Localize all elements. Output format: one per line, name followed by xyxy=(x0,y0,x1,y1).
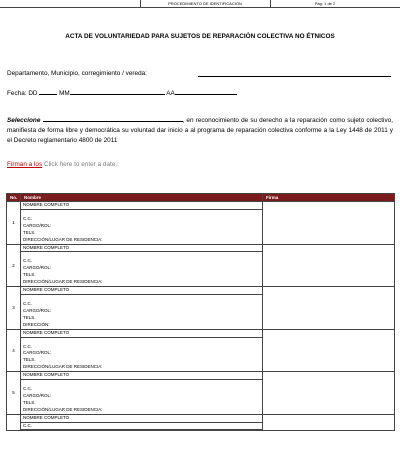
row-number xyxy=(7,414,21,431)
header-procedure: PROCEDIMIENTO DE IDENTIFICACIÓN xyxy=(140,0,271,7)
member-field-label: CARGO/ROL: xyxy=(23,265,52,271)
declaration-paragraph xyxy=(7,115,393,145)
member-field-label: DIRECCIÓN: xyxy=(23,321,50,327)
signature-cell[interactable] xyxy=(263,202,395,245)
header-signature: Firma xyxy=(263,194,395,202)
member-field-label: TELS. xyxy=(23,229,36,235)
member-field-label: TELS. xyxy=(23,399,36,405)
signature-cell[interactable] xyxy=(263,287,395,330)
table-row xyxy=(7,414,395,431)
location-line xyxy=(7,70,147,77)
member-field-label: NOMBRE COMPLETO xyxy=(21,287,262,295)
member-field-label: NOMBRE COMPLETO xyxy=(21,202,262,210)
date-aa-label: AA xyxy=(166,90,175,97)
location-field[interactable] xyxy=(198,70,391,77)
document-header xyxy=(0,0,400,8)
member-info-cell[interactable] xyxy=(21,329,263,372)
member-info-cell[interactable] xyxy=(21,287,263,330)
member-field-label: NOMBRE COMPLETO xyxy=(21,330,262,338)
member-field-label: C.C. xyxy=(23,300,32,306)
collective-subject-field[interactable] xyxy=(43,115,183,122)
table-row xyxy=(7,329,395,372)
member-field-label: CARGO/ROL: xyxy=(23,307,52,313)
member-field-label: DIRECCIÓN/LUGAR DE RESIDENCIA: xyxy=(23,236,103,242)
member-field-label: DIRECCIÓN/LUGAR DE RESIDENCIA: xyxy=(23,279,103,285)
row-number: 4 xyxy=(7,329,21,372)
member-field-label: C.C. xyxy=(23,343,32,349)
member-field-label: NOMBRE COMPLETO xyxy=(21,372,262,380)
header-page-number: Pág: 1 de 2 xyxy=(314,1,336,6)
declaration-text: , en reconocimiento de su derecho a la reparación como sujeto colectivo, manifiesta de forma libre y democrática su voluntad dar inicio a al programa de reparación colectiva conforme a la Ley 1448 de 2011 y el Decreto reglamentario 4800 de 2011 xyxy=(7,117,394,144)
member-field-label: C.C. xyxy=(21,423,262,431)
document-title: ACTA DE VOLUNTARIEDAD PARA SUJETOS DE REPARACIÓN COLECTIVA NO ÉTNICOS xyxy=(65,33,335,40)
member-field-label: CARGO/ROL: xyxy=(23,222,52,228)
sign-label: Firman a los xyxy=(7,161,43,168)
table-row xyxy=(7,287,395,330)
member-field-label: C.C. xyxy=(23,215,32,221)
member-field-label: C.C. xyxy=(23,258,32,264)
date-mm-field[interactable] xyxy=(70,88,165,95)
date-dd-label: Fecha: DD xyxy=(7,90,38,97)
header-no: No. xyxy=(7,194,21,202)
header-logo-cell xyxy=(0,0,141,7)
table-row xyxy=(7,202,395,245)
member-info-cell[interactable] xyxy=(21,372,263,415)
location-label: Departamento, Municipio, corregimiento / vereda: xyxy=(7,70,147,77)
signature-cell[interactable] xyxy=(263,372,395,415)
date-picker[interactable]: Click here to enter a date.: xyxy=(43,161,119,168)
date-mm-label: MM xyxy=(59,90,70,97)
header-name: Nombre xyxy=(21,194,263,202)
member-info-cell[interactable] xyxy=(21,202,263,245)
row-number: 5 xyxy=(7,372,21,415)
member-field-label: NOMBRE COMPLETO xyxy=(21,245,262,253)
signature-cell[interactable] xyxy=(263,329,395,372)
member-field-label: DIRECCIÓN/LUGAR DE RESIDENCIA: xyxy=(23,364,103,370)
member-field-label: CARGO/ROL: xyxy=(23,392,52,398)
row-number: 2 xyxy=(7,244,21,287)
member-field-label: DIRECCIÓN/LUGAR DE RESIDENCIA: xyxy=(23,406,103,412)
member-info-cell[interactable] xyxy=(21,414,263,431)
row-number: 3 xyxy=(7,287,21,330)
member-field-label: TELS. xyxy=(23,314,36,320)
table-row xyxy=(7,372,395,415)
signature-cell[interactable] xyxy=(263,244,395,287)
member-info-cell[interactable] xyxy=(21,244,263,287)
row-number: 1 xyxy=(7,202,21,245)
member-field-label: TELS. xyxy=(23,357,36,363)
member-field-label: NOMBRE COMPLETO xyxy=(21,415,262,423)
select-label: Seleccione xyxy=(7,117,41,124)
signature-cell[interactable] xyxy=(263,414,395,431)
member-field-label: TELS. xyxy=(23,272,36,278)
member-field-label: C.C. xyxy=(23,386,32,392)
member-field-label: CARGO/ROL: xyxy=(23,350,52,356)
signatures-table xyxy=(6,193,395,431)
date-aa-field[interactable] xyxy=(175,88,237,95)
table-row xyxy=(7,244,395,287)
table-header-row xyxy=(7,194,395,202)
sign-line xyxy=(7,161,119,168)
date-line xyxy=(7,88,237,97)
date-dd-field[interactable] xyxy=(39,88,57,95)
